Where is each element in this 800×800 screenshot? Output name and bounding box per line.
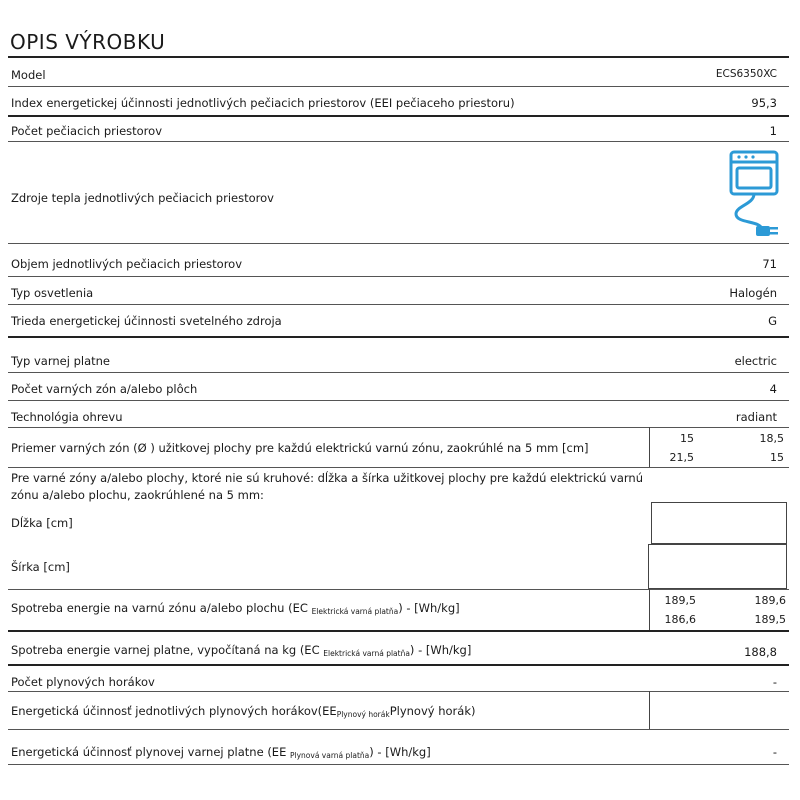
divider <box>8 589 789 590</box>
consumption-zone-label: Spotreba energie na varnú zónu a/alebo plochu (EC $_{Elektrická varná platňa}$) - [Wh/kg] <box>11 601 460 616</box>
electric-oven-plug-icon <box>726 148 782 240</box>
length-label: Dĺžka [cm] <box>11 516 73 530</box>
divider <box>8 729 789 730</box>
volume-label: Objem jednotlivých pečiacich priestorov <box>11 257 243 271</box>
burners-label: Počet plynových horákov <box>11 675 155 689</box>
lighting-label: Typ osvetlenia <box>11 286 94 300</box>
width-label: Šírka [cm] <box>11 560 70 574</box>
consumption-zone-value: 186,6 <box>664 613 696 626</box>
cell-divider <box>649 427 650 467</box>
noncircular-label: Pre varné zóny a/alebo plochy, ktoré nie sú kruhové: dĺžka a šírka užitkovej plochy pre každú elektrickú varnú zónu a/alebo plochu, zaokrúhlené na 5 mm: <box>11 471 643 502</box>
divider <box>8 691 789 692</box>
consumption-zone-value: 189,5 <box>664 594 696 607</box>
eei-label: Index energetickej účinnosti jednotlivých pečiacich priestorov (EEI pečiaceho priestoru) <box>11 96 515 110</box>
burner-eff-label: Energetická účinnosť jednotlivých plynových $horákov(EE_{Plynový horák}Plynový$ horák) <box>11 704 476 719</box>
consumption-hob-value: 188,8 <box>744 645 777 659</box>
width-value-box <box>648 544 787 589</box>
divider <box>8 86 789 87</box>
divider <box>8 243 789 244</box>
length-value-box <box>651 502 787 544</box>
lighting-value: Halogén <box>729 286 777 300</box>
divider <box>8 400 789 401</box>
gas-hob-eff-value: - <box>772 745 777 759</box>
divider <box>8 276 789 277</box>
hob-type-value: electric <box>734 354 777 368</box>
divider <box>8 56 789 58</box>
model-label: Model <box>11 68 46 82</box>
page-title: OPIS VÝROBKU <box>10 30 166 54</box>
divider <box>8 664 789 666</box>
eei-value: 95,3 <box>751 96 777 110</box>
divider <box>8 372 789 373</box>
divider <box>8 630 789 632</box>
hob-type-label: Typ varnej platne <box>11 354 111 368</box>
divider <box>8 427 789 428</box>
zones-label: Počet varných zón a/alebo plôch <box>11 382 198 396</box>
diameter-label: Priemer varných zón (Ø ) užitkovej plochy pre každú elektrickú varnú zónu, zaokrúhlé na 5 mm [cm] <box>11 441 589 455</box>
diameter-value: 21,5 <box>669 451 694 464</box>
diameter-value: 15 <box>680 432 694 445</box>
volume-value: 71 <box>762 257 777 271</box>
divider <box>8 304 789 305</box>
burners-value: - <box>772 675 777 689</box>
diameter-value: 18,5 <box>759 432 784 445</box>
divider <box>8 115 789 117</box>
divider <box>8 336 789 338</box>
divider <box>8 764 789 765</box>
consumption-zone-value: 189,5 <box>754 613 786 626</box>
model-value: ECS6350XC <box>715 68 777 80</box>
cavities-label: Počet pečiacich priestorov <box>11 124 162 138</box>
consumption-zone-value: 189,6 <box>754 594 786 607</box>
cavities-value: 1 <box>769 124 777 138</box>
divider <box>8 467 789 468</box>
divider <box>8 141 789 142</box>
light-class-label: Trieda energetickej účinnosti svetelného zdroja <box>11 314 282 328</box>
gas-hob-eff-label: Energetická účinnosť plynovej varnej platne (EE $_{Plynová varná platňa}$) - [Wh/kg] <box>11 745 431 760</box>
zones-value: 4 <box>769 382 777 396</box>
light-class-value: G <box>768 314 777 328</box>
cell-divider <box>649 691 650 729</box>
tech-label: Technológia ohrevu <box>11 410 123 424</box>
heat-source-label: Zdroje tepla jednotlivých pečiacich priestorov <box>11 191 274 205</box>
tech-value: radiant <box>735 410 777 424</box>
cell-divider <box>649 589 650 630</box>
diameter-value: 15 <box>770 451 784 464</box>
consumption-hob-label: Spotreba energie varnej platne, vypočítaná na kg (EC $_{Elektrická varná platňa}$) - [Wh/kg] <box>11 643 472 658</box>
